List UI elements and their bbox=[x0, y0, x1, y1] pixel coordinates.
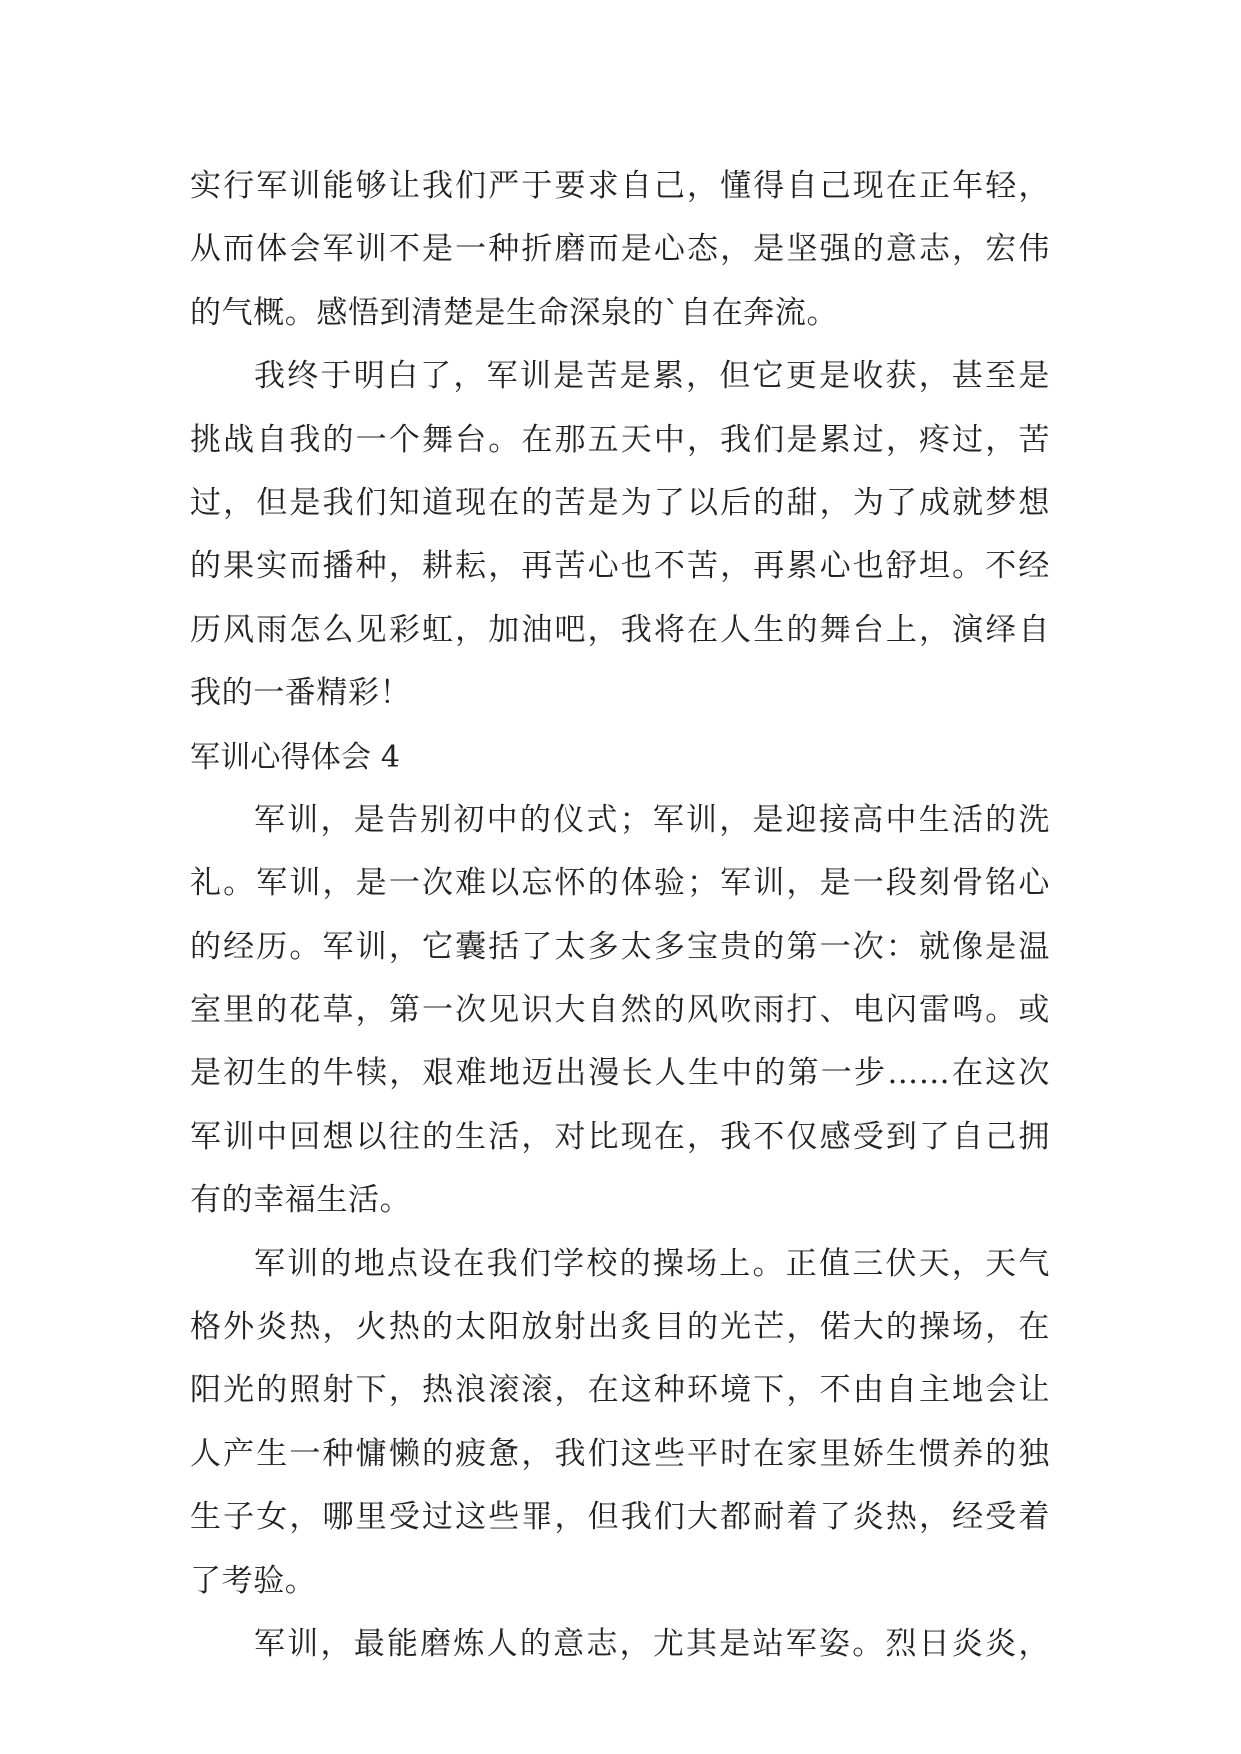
text-line: 军训，最能磨炼人的意志，尤其是站军姿。烈日炎炎， bbox=[254, 1625, 1050, 1662]
text-line: 军训，是告别初中的仪式；军训，是迎接高中生活的洗 bbox=[254, 801, 1050, 838]
text-line: 挑战自我的一个舞台。在那五天中，我们是累过，疼过，苦 bbox=[190, 421, 1050, 458]
text-line: 从而体会军训不是一种折磨而是心态，是坚强的意志，宏伟 bbox=[190, 231, 1050, 268]
text-line: 我的一番精彩！ bbox=[190, 675, 412, 712]
text-line: 实行军训能够让我们严于要求自己，懂得自己现在正年轻， bbox=[190, 168, 1050, 204]
text-line: 室里的花草，第一次见识大自然的风吹雨打、电闪雷鸣。或 bbox=[190, 992, 1050, 1029]
text-line: 是初生的牛犊，艰难地迈出漫长人生中的第一步……在这次 bbox=[190, 1055, 1050, 1092]
text-line: 的果实而播种，耕耘，再苦心也不苦，再累心也舒坦。不经 bbox=[190, 548, 1050, 585]
text-line: 的经历。军训，它囊括了太多太多宝贵的第一次：就像是温 bbox=[190, 928, 1050, 965]
text-line: 人产生一种慵懒的疲惫，我们这些平时在家里娇生惯养的独 bbox=[190, 1435, 1050, 1472]
document-body bbox=[190, 155, 1050, 1676]
text-line: 礼。军训，是一次难以忘怀的体验；军训，是一段刻骨铭心 bbox=[190, 865, 1050, 902]
text-line: 有的幸福生活。 bbox=[190, 1182, 412, 1219]
text-line: 军训中回想以往的生活，对比现在，我不仅感受到了自己拥 bbox=[190, 1118, 1050, 1155]
text-line: 阳光的照射下，热浪滚滚，在这种环境下，不由自主地会让 bbox=[190, 1372, 1050, 1409]
text-line: 的气概。感悟到清楚是生命深泉的`自在奔流。 bbox=[190, 294, 839, 331]
text-line: 历风雨怎么见彩虹，加油吧，我将在人生的舞台上，演绎自 bbox=[190, 611, 1050, 648]
text-line: 生子女，哪里受过这些罪，但我们大都耐着了炎热，经受着 bbox=[190, 1499, 1050, 1536]
text-line: 过，但是我们知道现在的苦是为了以后的甜，为了成就梦想 bbox=[190, 484, 1050, 521]
text-line: 格外炎热，火热的太阳放射出炙目的光芒，偌大的操场，在 bbox=[190, 1309, 1050, 1346]
text-line: 我终于明白了，军训是苦是累，但它更是收获，甚至是 bbox=[254, 358, 1050, 395]
text-line: 军训的地点设在我们学校的操场上。正值三伏天，天气 bbox=[254, 1245, 1050, 1282]
text-line: 了考验。 bbox=[190, 1562, 317, 1599]
section-heading: 军训心得体会 4 bbox=[190, 739, 401, 775]
